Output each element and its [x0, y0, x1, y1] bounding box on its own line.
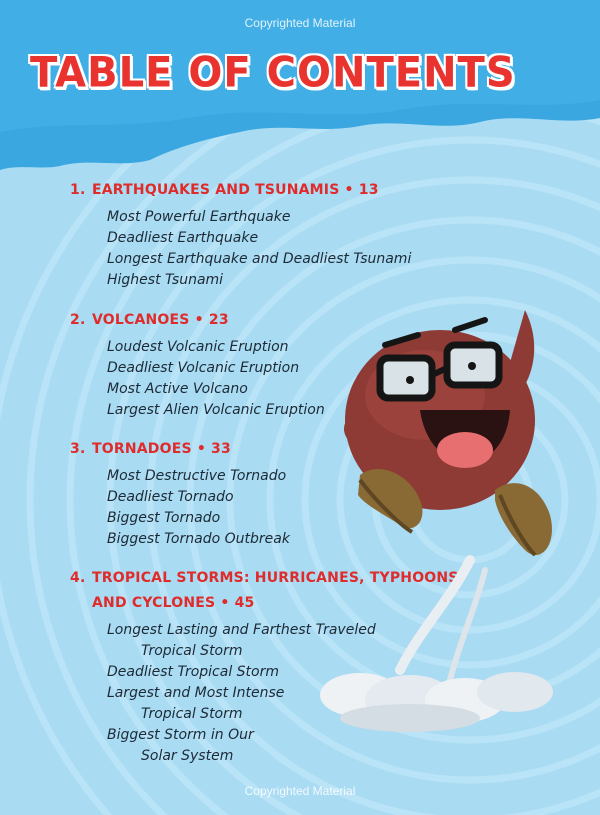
list-item: Deadliest Volcanic Eruption — [107, 360, 300, 376]
list-item-continuation: Solar System — [141, 748, 234, 764]
section-heading — [70, 439, 290, 460]
list-item: Biggest Tornado — [107, 510, 221, 526]
list-item: Biggest Storm in Our — [107, 727, 254, 743]
section-title: TORNADOES • 33 — [92, 441, 231, 457]
section-item-list — [70, 207, 411, 291]
list-item: Loudest Volcanic Eruption — [107, 339, 289, 355]
list-item: Largest and Most Intense — [107, 685, 285, 701]
section-title-line-1: TROPICAL STORMS: HURRICANES, TYPHOONS, — [92, 570, 465, 586]
smoke-trail-icon — [320, 560, 553, 732]
list-item: Most Destructive Tornado — [107, 468, 287, 484]
list-item: Deadliest Tornado — [107, 489, 234, 505]
list-item: Deadliest Earthquake — [107, 230, 259, 246]
section-number: 1. — [70, 182, 86, 198]
section-heading — [70, 310, 325, 331]
section-number: 2. — [70, 312, 86, 328]
list-item: Largest Alien Volcanic Eruption — [107, 402, 325, 418]
section-item-list — [70, 337, 325, 421]
toc-section-3 — [70, 439, 290, 550]
section-heading — [70, 180, 411, 201]
list-item: Biggest Tornado Outbreak — [107, 531, 290, 547]
section-title: EARTHQUAKES AND TSUNAMIS • 13 — [92, 182, 379, 198]
section-number: 4. — [70, 570, 86, 586]
list-item: Highest Tsunami — [107, 272, 224, 288]
toc-section-2 — [70, 310, 325, 421]
list-item: Most Powerful Earthquake — [107, 209, 291, 225]
list-item: Longest Earthquake and Deadliest Tsunami — [107, 251, 412, 267]
watermark-top: Copyrighted Material — [244, 16, 356, 30]
section-title-line-2: AND CYCLONES • 45 — [92, 595, 255, 611]
list-item-continuation: Tropical Storm — [141, 643, 243, 659]
list-item: Deadliest Tropical Storm — [107, 664, 279, 680]
list-item: Longest Lasting and Farthest Traveled — [107, 622, 376, 638]
watermark-bottom: Copyrighted Material — [244, 784, 356, 798]
section-item-list — [70, 466, 290, 550]
page-title: TABLE OF CONTENTS — [30, 48, 516, 98]
section-number: 3. — [70, 441, 86, 457]
list-item: Most Active Volcano — [107, 381, 248, 397]
list-item-continuation: Tropical Storm — [141, 706, 243, 722]
meteor-character-illustration — [300, 300, 590, 750]
section-title: VOLCANOES • 23 — [92, 312, 229, 328]
toc-section-1 — [70, 180, 411, 291]
